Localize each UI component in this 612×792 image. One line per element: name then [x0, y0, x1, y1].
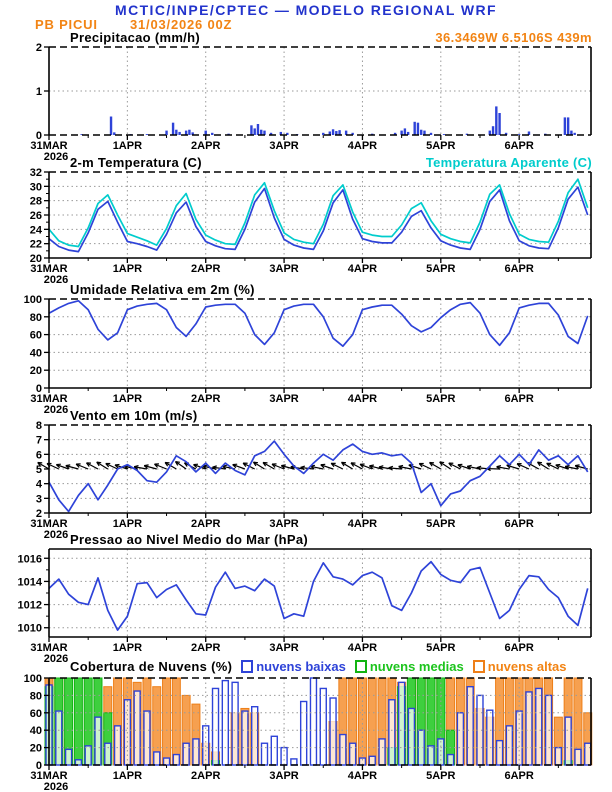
svg-text:100: 100 [23, 294, 42, 306]
svg-text:2APR: 2APR [191, 518, 221, 530]
svg-text:3APR: 3APR [269, 140, 299, 152]
svg-text:0: 0 [35, 130, 42, 142]
run-datetime-label: 31/03/2026 00Z [130, 17, 233, 32]
svg-text:2APR: 2APR [191, 770, 221, 782]
svg-text:4APR: 4APR [347, 393, 378, 405]
svg-text:2026: 2026 [43, 274, 69, 286]
svg-text:31MAR: 31MAR [30, 770, 68, 782]
svg-text:1APR: 1APR [112, 770, 143, 782]
svg-text:2026: 2026 [43, 653, 69, 665]
apparent-temp-legend: Temperatura Aparente (C) [425, 155, 592, 170]
humidity-chart-title: Umidade Relativa em 2m (%) [70, 282, 255, 297]
svg-text:31MAR: 31MAR [30, 140, 68, 152]
svg-text:1APR: 1APR [112, 393, 143, 405]
wind-chart-title: Vento em 10m (m/s) [70, 408, 198, 423]
svg-text:4APR: 4APR [347, 140, 378, 152]
svg-text:0: 0 [35, 760, 42, 772]
svg-text:20: 20 [29, 365, 42, 378]
svg-text:1010: 1010 [17, 622, 42, 635]
svg-text:28: 28 [29, 195, 42, 208]
svg-text:1014: 1014 [17, 576, 42, 589]
svg-text:60: 60 [29, 707, 42, 720]
svg-text:22: 22 [29, 238, 42, 251]
svg-text:6: 6 [35, 449, 42, 462]
svg-text:1APR: 1APR [112, 140, 143, 152]
svg-text:5: 5 [35, 464, 42, 476]
svg-text:20: 20 [29, 253, 42, 265]
svg-text:31MAR: 31MAR [30, 642, 68, 654]
svg-text:2: 2 [35, 508, 42, 520]
svg-text:2APR: 2APR [191, 140, 221, 152]
svg-text:7: 7 [35, 434, 42, 447]
legend-nuvens-baixas-label: nuvens baixas [256, 659, 346, 674]
svg-text:4APR: 4APR [347, 642, 378, 654]
svg-text:2: 2 [35, 42, 42, 54]
svg-text:4APR: 4APR [347, 263, 378, 275]
svg-text:1012: 1012 [17, 599, 42, 612]
svg-text:5APR: 5APR [426, 263, 456, 275]
cloud-chart-title: Cobertura de Nuvens (%) [70, 659, 233, 674]
svg-text:4APR: 4APR [347, 518, 378, 530]
svg-text:3: 3 [35, 493, 42, 506]
svg-text:1APR: 1APR [112, 263, 143, 275]
svg-text:24: 24 [29, 224, 42, 237]
svg-text:2026: 2026 [43, 151, 69, 163]
svg-text:31MAR: 31MAR [30, 263, 68, 275]
svg-text:5APR: 5APR [426, 140, 456, 152]
svg-text:100: 100 [23, 673, 42, 685]
svg-text:3APR: 3APR [269, 393, 299, 405]
page-title: MCTIC/INPE/CPTEC — MODELO REGIONAL WRF [115, 2, 497, 18]
coordinates-label: 36.3469W 6.5106S 439m [435, 30, 592, 45]
svg-text:1APR: 1APR [112, 642, 143, 654]
svg-text:32: 32 [29, 167, 42, 179]
svg-text:6APR: 6APR [504, 140, 534, 152]
svg-text:8: 8 [35, 420, 42, 432]
svg-text:60: 60 [29, 329, 42, 342]
svg-text:6APR: 6APR [504, 393, 534, 405]
svg-text:5APR: 5APR [426, 770, 456, 782]
svg-text:80: 80 [29, 311, 42, 324]
temp-chart-title: 2-m Temperatura (C) [70, 155, 202, 170]
svg-text:2APR: 2APR [191, 642, 221, 654]
svg-text:20: 20 [29, 742, 42, 755]
svg-text:2APR: 2APR [191, 263, 221, 275]
svg-text:6APR: 6APR [504, 263, 534, 275]
svg-text:4: 4 [35, 478, 42, 491]
svg-text:30: 30 [29, 181, 42, 194]
svg-text:31MAR: 31MAR [30, 518, 68, 530]
svg-text:1APR: 1APR [112, 518, 143, 530]
svg-text:40: 40 [29, 347, 42, 360]
station-label: PB PICUI [35, 17, 98, 32]
svg-text:6APR: 6APR [504, 770, 534, 782]
svg-text:80: 80 [29, 690, 42, 703]
svg-text:5APR: 5APR [426, 518, 456, 530]
svg-text:4APR: 4APR [347, 770, 378, 782]
svg-text:1: 1 [35, 86, 42, 98]
svg-text:2026: 2026 [43, 781, 69, 792]
svg-text:26: 26 [29, 210, 42, 222]
svg-text:6APR: 6APR [504, 642, 534, 654]
svg-text:40: 40 [29, 725, 42, 738]
svg-text:3APR: 3APR [269, 263, 299, 275]
svg-text:5APR: 5APR [426, 642, 456, 654]
svg-text:3APR: 3APR [269, 770, 299, 782]
svg-text:2APR: 2APR [191, 393, 221, 405]
legend-nuvens-altas-label: nuvens altas [487, 659, 567, 674]
svg-text:31MAR: 31MAR [30, 393, 68, 405]
svg-text:0: 0 [35, 383, 42, 395]
svg-text:3APR: 3APR [269, 518, 299, 530]
svg-text:3APR: 3APR [269, 642, 299, 654]
svg-text:5APR: 5APR [426, 393, 456, 405]
svg-text:2026: 2026 [43, 529, 69, 541]
precip-chart-title: Precipitacao (mm/h) [70, 30, 200, 45]
pressure-chart-title: Pressao ao Nivel Medio do Mar (hPa) [70, 532, 309, 547]
svg-text:1016: 1016 [17, 553, 42, 566]
svg-text:2026: 2026 [43, 404, 69, 416]
legend-nuvens-medias-label: nuvens medias [369, 659, 464, 674]
svg-text:6APR: 6APR [504, 518, 534, 530]
